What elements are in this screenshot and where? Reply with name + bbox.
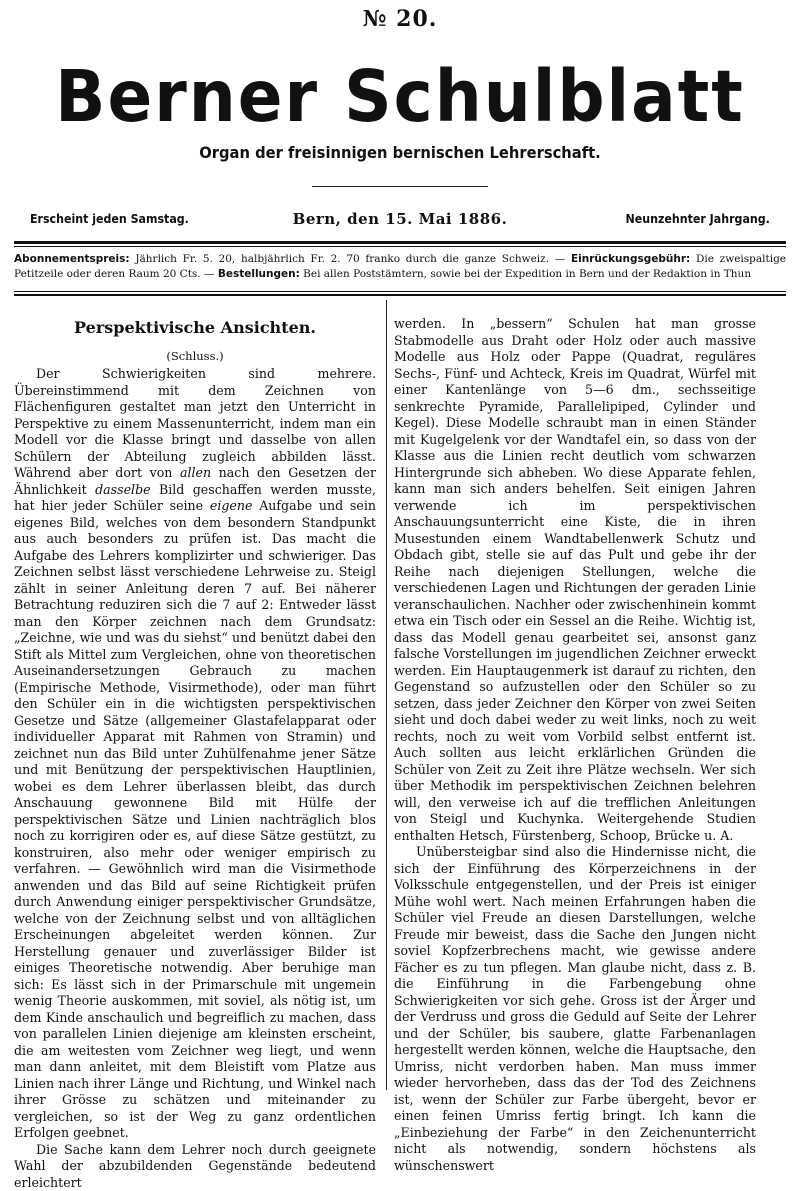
article-paragraph-3: werden. In „bessern“ Schulen hat man grosse Stabmodelle aus Draht oder Holz oder auch massive Modelle aus Holz oder Pappe (Quadrat, reguläres Sechs-, Fünf- und Achteck, Kreis im Quadrat, Würfel mit einer Kantenlänge von 5—6 dm., sechsseitige senkrechte Pyramide, Parallelipiped, Cylinder und Kegel). Diese Modelle schraubt man in einen Ständer mit Kugelgelenk vor der Wandtafel ein, so dass von der Klasse aus die Linien recht deutlich vom schwarzen Hintergrunde sich abheben. Wo diese Apparate fehlen, kann man sich anders behelfen. Seit einigen Jahren verwende ich im perspektivischen Anschauungsunterricht eine Kiste, die in ihren Musestunden einem Wandtabellenwerk Schutz und Obdach gibt, stelle sie auf das Pult und gebe ihr der Reihe nach diejenigen Stellungen, welche die verschiedenen Lagen und Richtungen der geraden Linie veranschaulichen. Nachher oder zwischenhinein kommt etwa ein Tisch oder ein Sessel an die Reihe. Wichtig ist, dass das Modell genau gearbeitet sei, ansonst ganz falsche Vorstellungen im jugendlichen Zeichner erweckt werden. Ein Hauptaugenmerk ist darauf zu richten, den Gegenstand so aufzustellen oder den Schüler so zu setzen, dass jeder Zeichner den Körper von zwei Seiten sieht und doch dabei weder zu weit links, noch zu weit rechts, noch zu weit vom Vorbild selbst entfernt ist. Auch sollten aus leicht erklärlichen Gründen die Schüler von Zeit zu Zeit ihre Plätze wechseln. Wer sich über Methodik im perspektivischen Zeichnen belehren will, den verweise ich auf die trefflichen Anleitungen von Steigl und Kuchynka. Weitergehende Studien enthalten Hetsch, Fürstenberg, Schoop, Brücke u. A. <box>394 316 756 844</box>
insertion-label: Einrückungsgebühr: <box>571 253 690 265</box>
article-paragraph-2: Die Sache kann dem Lehrer noch durch geeignete Wahl der abzubildenden Gegenstände bedeutend erleichtert <box>14 1142 376 1191</box>
subscription-line-1 <box>14 252 786 267</box>
article-note: (Schluss.) <box>14 348 376 364</box>
header-rule-bottom-thick <box>14 294 786 296</box>
article-column-right <box>394 316 756 1174</box>
article-paragraph-1: Der Schwierigkeiten sind mehrere. Übereinstimmend mit dem Zeichnen von Flächenfiguren gestaltet man jetzt den Unterricht in Perspektive zu einem Massenunterricht, indem man ein Modell vor die Klasse bringt und dasselbe von allen Schülern der Abteilung zugleich abbilden lässt. Während aber dort von allen nach den Gesetzen der Ähnlichkeit dasselbe Bild geschaffen werden musste, hat hier jeder Schüler seine eigene Aufgabe und sein eigenes Bild, welches von dem besondern Standpunkt aus auch besonders zu prüfen ist. Das macht die Aufgabe des Lehrers komplizirter und schwieriger. Das Zeichnen selbst lässt verschiedene Lehrweise zu. Steigl zählt in seiner Anleitung deren 7 auf. Bei näherer Betrachtung reduziren sich die 7 auf 2: Entweder lässt man den Körper zeichnen nach dem Grundsatz: „Zeichne, wie und was du siehst“ und benützt dabei den Stift als Mittel zum Vergleichen, ohne von theoretischen Auseinandersetzungen Gebrauch zu machen (Empirische Methode, Visirmethode), oder man führt den Schüler ein in die wichtigsten perspektivischen Gesetze und Sätze (allgemeiner Glastafelapparat oder individueller Apparat mit Rahmen von Stramin) und zeichnet nun das Bild unter Zuhülfenahme jener Sätze und mit Benützung der perspektivischen Hauptlinien, wobei es dem Lehrer überlassen bleibt, das durch Anschauung gewonnene Bild mit Hülfe der perspektivischen Sätze und Linien nachträglich blos noch zu korrigiren oder es, auf diese Sätze gestützt, zu konstruiren, also mehr oder weniger empirisch zu verfahren. — Gewöhnlich wird man die Visirmethode anwenden und das Bild auf seine Richtigkeit prüfen durch Anwendung einiger perspektivischer Grundsätze, welche von der Zeichnung selbst und von alltäglichen Erscheinungen abgeleitet werden können. Zur Herstellung genauer und zuverlässiger Bilder ist einiges Theoretische notwendig. Aber beruhige man sich: Es lässt sich in der Primarschule mit ungemein wenig Theorie auskommen, mit soviel, als nötig ist, um dem Kinde anschaulich und begreiflich zu machen, dass von parallelen Linien diejenige am kleinsten erscheint, die am weitesten vom Zeichner weg liegt, und wenn man dann anleitet, mit dem Bleistift vom Platze aus Linien nach ihrer Länge und Richtung, und Winkel nach ihrer Grösse zu schätzen und miteinander zu vergleichen, so ist der Weg zu ganz ordentlichen Erfolgen geebnet. <box>14 366 376 1142</box>
issue-number: № 20. <box>0 6 800 32</box>
article-column-left <box>14 318 376 1191</box>
orders-label: Bestellungen: <box>218 268 300 280</box>
insertion-text-cont: Petitzeile oder deren Raum 20 Cts. — <box>14 268 214 280</box>
masthead-title: Berner Schulblatt <box>0 59 800 135</box>
dateline-volume: Neunzehnter Jahrgang. <box>626 212 770 226</box>
header-rule-top-thin <box>14 246 786 247</box>
insertion-text: Die zweispaltige <box>696 253 786 265</box>
orders-text: Bei allen Poststämtern, sowie bei der Expedition in Bern und der Redaktion in Thun <box>303 268 751 280</box>
dateline-date: Bern, den 15. Mai 1886. <box>30 210 770 228</box>
subscription-line-2 <box>14 267 786 282</box>
dateline <box>30 210 770 232</box>
article-title: Perspektivische Ansichten. <box>14 318 376 338</box>
article-paragraph-4: Unübersteigbar sind also die Hindernisse nicht, die sich der Einführung des Körperzeichnens in der Volksschule entgegenstellen, und der Preis ist einiger Mühe wohl wert. Nach meinen Erfahrungen haben die Schüler viel Freude an diesen Darstellungen, welche Freude mir beweist, dass die Sache den Jungen nicht soviel Kopfzerbrechens macht, wie gewisse andere Fächer es zu tun pflegen. Man glaube nicht, dass z. B. die Einführung in die Farbengebung ohne Schwierigkeiten vor sich gehe. Gross ist der Ärger und der Verdruss und gross die Geduld auf Seite der Lehrer und der Schüler, bis saubere, glatte Farbenanlagen hergestellt werden können, welche die Hauptsache, den Umriss, nicht verdorben haben. Man muss immer wieder hervorheben, dass das der Tod des Zeichnens ist, wenn der Schüler zur Farbe übergeht, bevor er einen feinen Umriss fertig bringt. Ich kann die „Einbeziehung der Farbe“ in den Zeichenunterricht nicht als notwendig, sondern höchstens als wünschenswert <box>394 844 756 1174</box>
dateline-frequency: Erscheint jeden Samstag. <box>30 212 189 226</box>
subscription-info <box>14 252 786 282</box>
subscription-label: Abonnementspreis: <box>14 253 130 265</box>
header-rule-top <box>14 241 786 244</box>
masthead-subtitle: Organ der freisinnigen bernischen Lehrerschaft. <box>32 143 768 162</box>
header-rule-bottom <box>14 291 786 292</box>
subscription-text: Jährlich Fr. 5. 20, halbjährlich Fr. 2. 70 franko durch die ganze Schweiz. — <box>135 253 565 265</box>
column-divider <box>386 300 387 1090</box>
masthead-divider <box>312 186 488 187</box>
